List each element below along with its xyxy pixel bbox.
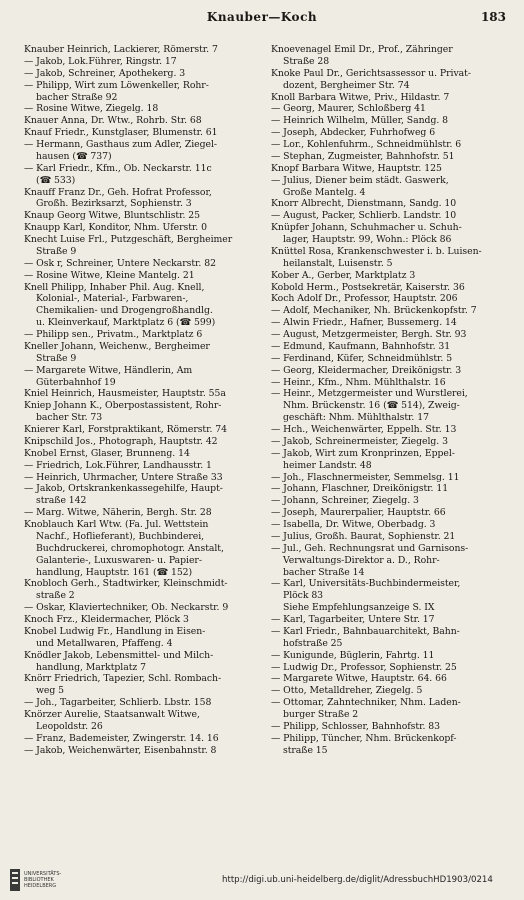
directory-entry-continuation: Kolonial-, Material-, Farbwaren-, (36, 293, 189, 305)
directory-entry: — Karl, Universitäts-Buchbindermeister, (271, 578, 461, 590)
directory-entry: — Kunigunde, Büglerin, Fahrtg. 11 (271, 649, 435, 661)
directory-entry: — Ferdinand, Küfer, Schneidmühlstr. 5 (271, 352, 453, 364)
directory-entry: — Philipp, Schlosser, Bahnhofstr. 83 (271, 720, 440, 732)
directory-entry-continuation: Großh. Bezirksarzt, Sophienstr. 3 (36, 198, 192, 210)
directory-entry: Knauf Friedr., Kunstglaser, Blumenstr. 61 (24, 127, 218, 139)
directory-entry-continuation: bacher Straße 92 (36, 91, 118, 103)
left-column (24, 44, 267, 856)
directory-entry-continuation: geschäft: Nhm. Mühlthalstr. 17 (283, 412, 429, 424)
directory-entry: Knopf Barbara Witwe, Hauptstr. 125 (271, 162, 442, 174)
directory-entry-continuation: Chemikalien- und Drogengroßhandlg. (36, 305, 213, 317)
directory-entry: — Philipp sen., Privatm., Marktplatz 6 (24, 329, 203, 340)
directory-entry: Knödler Jakob, Lebensmittel- und Milch- (24, 649, 214, 661)
directory-entry: — Franz, Bademeister, Zwingerstr. 14. 16 (24, 732, 219, 744)
directory-entry-continuation: u. Kleinverkauf, Marktplatz 6 (☎ 599) (36, 317, 216, 329)
directory-entry: Knoch Frz., Kleidermacher, Plöck 3 (24, 614, 189, 625)
directory-entry: Knüttel Rosa, Krankenschwester i. b. Luisen- (271, 245, 482, 257)
directory-entry: — Jul., Geh. Rechnungsrat und Garnisons- (271, 542, 469, 554)
directory-entry: Knecht Luise Frl., Putzgeschäft, Bergheimer (24, 234, 233, 245)
directory-entry-continuation: Straße 9 (36, 245, 77, 257)
directory-entry: Knauff Franz Dr., Geh. Hofrat Professor, (24, 186, 212, 198)
directory-entry: Knierer Karl, Forstpraktikant, Römerstr. 74 (24, 424, 228, 435)
running-title: Knauber—Koch (206, 10, 318, 24)
directory-entry: Knaupp Karl, Konditor, Nhm. Uferstr. 0 (24, 222, 207, 234)
directory-entry-continuation: Güterbahnhof 19 (36, 376, 116, 388)
directory-entry: Knoll Barbara Witwe, Priv., Hildastr. 7 (271, 91, 450, 103)
directory-entry: — Joh., Tagarbeiter, Schlierb. Lbstr. 158 (24, 697, 212, 709)
directory-entry-continuation: straße 142 (36, 495, 87, 507)
directory-entry: — Johann, Flaschner, Dreikönigstr. 11 (271, 483, 449, 495)
directory-entry: — Marg. Witwe, Näherin, Bergh. Str. 28 (24, 507, 212, 519)
page-number: 183 (480, 10, 506, 24)
directory-entry: — August, Packer, Schlierb. Landstr. 10 (271, 210, 457, 222)
directory-entry-continuation: hofstraße 25 (283, 637, 343, 649)
directory-entry: — Ludwig Dr., Professor, Sophienstr. 25 (271, 661, 457, 673)
directory-entry: Knoblauch Karl Wtw. (Fa. Jul. Wettstein (24, 519, 209, 530)
directory-entry: — Osk r, Schreiner, Untere Neckarstr. 82 (24, 257, 216, 269)
directory-entry-continuation: bacher Str. 73 (36, 412, 103, 424)
directory-entry: — Jakob, Lok.Führer, Ringstr. 17 (24, 55, 177, 67)
directory-entry: — Heinrich Wilhelm, Müller, Sandg. 8 (271, 115, 449, 127)
directory-entry: — Oskar, Klaviertechniker, Ob. Neckarstr. 9 (24, 602, 229, 614)
directory-entry: — Heinrich, Uhrmacher, Untere Straße 33 (24, 471, 223, 483)
directory-entry-continuation: und Metallwaren, Pfaffeng. 4 (36, 637, 173, 649)
directory-entry-continuation: heilanstalt, Luisenstr. 5 (283, 257, 393, 269)
library-name-line: HEIDELBERG (24, 883, 57, 889)
directory-entry: Knauber Heinrich, Lackierer, Römerstr. 7 (24, 44, 218, 55)
directory-entry: Knüpfer Johann, Schuhmacher u. Schuh- (271, 222, 462, 234)
directory-entry: — Jakob, Weichenwärter, Eisenbahnstr. 8 (24, 744, 217, 756)
directory-entry: — Rosine Witwe, Kleine Mantelg. 21 (24, 269, 195, 281)
right-column (271, 44, 514, 856)
page-header (0, 10, 524, 28)
directory-entry-continuation: handlung, Marktplatz 7 (36, 661, 147, 673)
directory-entry: — August, Metzgermeister, Bergh. Str. 93 (271, 329, 467, 340)
directory-entry: — Johann, Schreiner, Ziegelg. 3 (271, 495, 419, 507)
directory-entry-continuation: Straße 9 (36, 352, 77, 364)
directory-entry: Koch Adolf Dr., Professor, Hauptstr. 206 (271, 293, 458, 305)
directory-entry-continuation: Galanterie-, Luxuswaren- u. Papier- (36, 554, 202, 566)
directory-entry-continuation: straße 15 (283, 744, 328, 756)
library-mark-icon (10, 869, 20, 891)
directory-entry: Knoke Paul Dr., Gerichtsassessor u. Privat- (271, 67, 471, 79)
directory-entry-continuation: heimer Landstr. 48 (283, 459, 372, 471)
directory-entry: Knorr Albrecht, Dienstmann, Sandg. 10 (271, 198, 457, 210)
directory-entry: — Hermann, Gasthaus zum Adler, Ziegel- (24, 139, 218, 150)
directory-entry-continuation: bacher Straße 14 (283, 566, 365, 578)
directory-entry-continuation: Große Mantelg. 4 (283, 186, 366, 198)
library-name-line: BIBLIOTHEK (24, 877, 54, 883)
directory-entry: — Stephan, Zugmeister, Bahnhofstr. 51 (271, 150, 455, 162)
directory-entry: — Joh., Flaschnermeister, Semmelsg. 11 (271, 471, 460, 483)
directory-entry-continuation: weg 5 (36, 685, 65, 697)
directory-entry: — Heinr., Kfm., Nhm. Mühlthalstr. 16 (271, 376, 446, 388)
directory-entry: Kobold Herm., Postsekretär, Kaiserstr. 36 (271, 281, 465, 293)
directory-entry-continuation: Nhm. Brückenstr. 16 (☎ 514), Zweig- (283, 400, 460, 412)
directory-entry: Knauer Anna, Dr. Wtw., Rohrb. Str. 68 (24, 115, 202, 127)
directory-entry-continuation: burger Straße 2 (283, 709, 359, 720)
directory-entry: — Karl, Tagarbeiter, Untere Str. 17 (271, 614, 435, 625)
directory-entry: Kneller Johann, Weichenw., Bergheimer (24, 340, 210, 352)
directory-entry: Knobloch Gerh., Stadtwirker, Kleinschmidt- (24, 578, 228, 590)
directory-entry: — Joseph, Abdecker, Fuhrhofweg 6 (271, 127, 436, 139)
directory-entry: Kober A., Gerber, Marktplatz 3 (271, 269, 416, 281)
directory-entry: Kniel Heinrich, Hausmeister, Hauptstr. 55a (24, 388, 226, 400)
directory-entry: — Jakob, Wirt zum Kronprinzen, Eppel- (271, 447, 455, 459)
directory-entry: — Karl Friedr., Kfm., Ob. Neckarstr. 11c (24, 162, 212, 174)
directory-entry: — Karl Friedr., Bahnbauarchitekt, Bahn- (271, 625, 460, 637)
directory-entry-continuation: handlung, Hauptstr. 161 (☎ 152) (36, 566, 193, 578)
directory-entry: Knörr Friedrich, Tapezier, Schl. Rombach- (24, 673, 222, 685)
directory-entry: — Heinr., Metzgermeister und Wurstlerei, (271, 388, 468, 400)
library-logo (10, 864, 68, 896)
directory-entry: — Georg, Maurer, Schloßberg 41 (271, 103, 426, 115)
directory-entry: — Margarete Witwe, Händlerin, Am (24, 364, 193, 376)
library-name (24, 871, 61, 889)
directory-entry: Knipschild Jos., Photograph, Hauptstr. 42 (24, 435, 218, 447)
directory-entry: Kniep Johann K., Oberpostassistent, Rohr- (24, 400, 222, 412)
directory-entry-continuation: Siehe Empfehlungsanzeige S. IX (283, 602, 435, 614)
directory-entry: — Margarete Witwe, Hauptstr. 64. 66 (271, 673, 447, 685)
directory-entry: — Rosine Witwe, Ziegelg. 18 (24, 103, 159, 115)
directory-entry: Knörzer Aurelie, Staatsanwalt Witwe, (24, 709, 200, 720)
directory-entry: — Hch., Weichenwärter, Eppelh. Str. 13 (271, 424, 457, 435)
directory-entry-continuation: hausen (☎ 737) (36, 150, 112, 162)
directory-entry: — Jakob, Schreinermeister, Ziegelg. 3 (271, 435, 448, 447)
directory-entry: — Adolf, Mechaniker, Nh. Brückenkopfstr. 7 (271, 305, 477, 317)
directory-entry: — Jakob, Ortskrankenkassegehilfe, Haupt- (24, 483, 223, 495)
directory-entry: — Jakob, Schreiner, Apothekerg. 3 (24, 67, 186, 79)
directory-entry: Knobel Ludwig Fr., Handlung in Eisen- (24, 625, 206, 637)
source-url[interactable]: http://digi.ub.uni-heidelberg.de/diglit/AdressbuchHD1903/0214 (222, 875, 493, 885)
directory-entry: — Lor., Kohlenfuhrm., Schneidmühlstr. 6 (271, 139, 462, 150)
directory-entry: — Ottomar, Zahntechniker, Nhm. Laden- (271, 697, 461, 709)
directory-entry: — Philipp, Tüncher, Nhm. Brückenkopf- (271, 732, 457, 744)
directory-entry-continuation: Plöck 83 (283, 590, 324, 602)
directory-entry: — Otto, Metalldreher, Ziegelg. 5 (271, 685, 423, 697)
directory-entry-continuation: Nachf., Hoflieferant), Buchbinderei, (36, 530, 205, 542)
directory-entry-continuation: Leopoldstr. 26 (36, 720, 103, 732)
directory-entry-continuation: (☎ 533) (36, 174, 76, 186)
directory-entry: — Alwin Friedr., Hafner, Bussemerg. 14 (271, 317, 457, 329)
directory-entry: Knell Philipp, Inhaber Phil. Aug. Knell, (24, 281, 205, 293)
directory-entry-continuation: straße 2 (36, 590, 75, 602)
directory-entry: — Friedrich, Lok.Führer, Landhausstr. 1 (24, 459, 212, 471)
directory-entry-continuation: Buchdruckerei, chromophotogr. Anstalt, (36, 542, 224, 554)
directory-entry: — Philipp, Wirt zum Löwenkeller, Rohr- (24, 79, 209, 91)
directory-entry-continuation: Straße 28 (283, 55, 330, 67)
directory-entry: — Julius, Großh. Baurat, Sophienstr. 21 (271, 530, 456, 542)
page-footer (0, 862, 524, 900)
library-name-line: UNIVERSITÄTS- (24, 871, 62, 877)
directory-entry-continuation: Verwaltungs-Direktor a. D., Rohr- (283, 554, 440, 566)
directory-entry-continuation: lager, Hauptstr. 99, Wohn.: Plöck 86 (283, 234, 452, 245)
directory-entry: Knoevenagel Emil Dr., Prof., Zähringer (271, 44, 453, 55)
directory-entry: — Georg, Kleidermacher, Dreikönigstr. 3 (271, 364, 462, 376)
directory-entry: — Isabella, Dr. Witwe, Oberbadg. 3 (271, 519, 436, 530)
directory-entry: Knobel Ernst, Glaser, Brunneng. 14 (24, 447, 190, 459)
directory-entry: Knaup Georg Witwe, Bluntschlistr. 25 (24, 210, 201, 222)
directory-entry: — Edmund, Kaufmann, Bahnhofstr. 31 (271, 340, 451, 352)
directory-entry: — Julius, Diener beim städt. Gaswerk, (271, 174, 449, 186)
directory-entry: — Joseph, Maurerpalier, Hauptstr. 66 (271, 507, 446, 519)
directory-entry-continuation: dozent, Bergheimer Str. 74 (283, 79, 410, 91)
